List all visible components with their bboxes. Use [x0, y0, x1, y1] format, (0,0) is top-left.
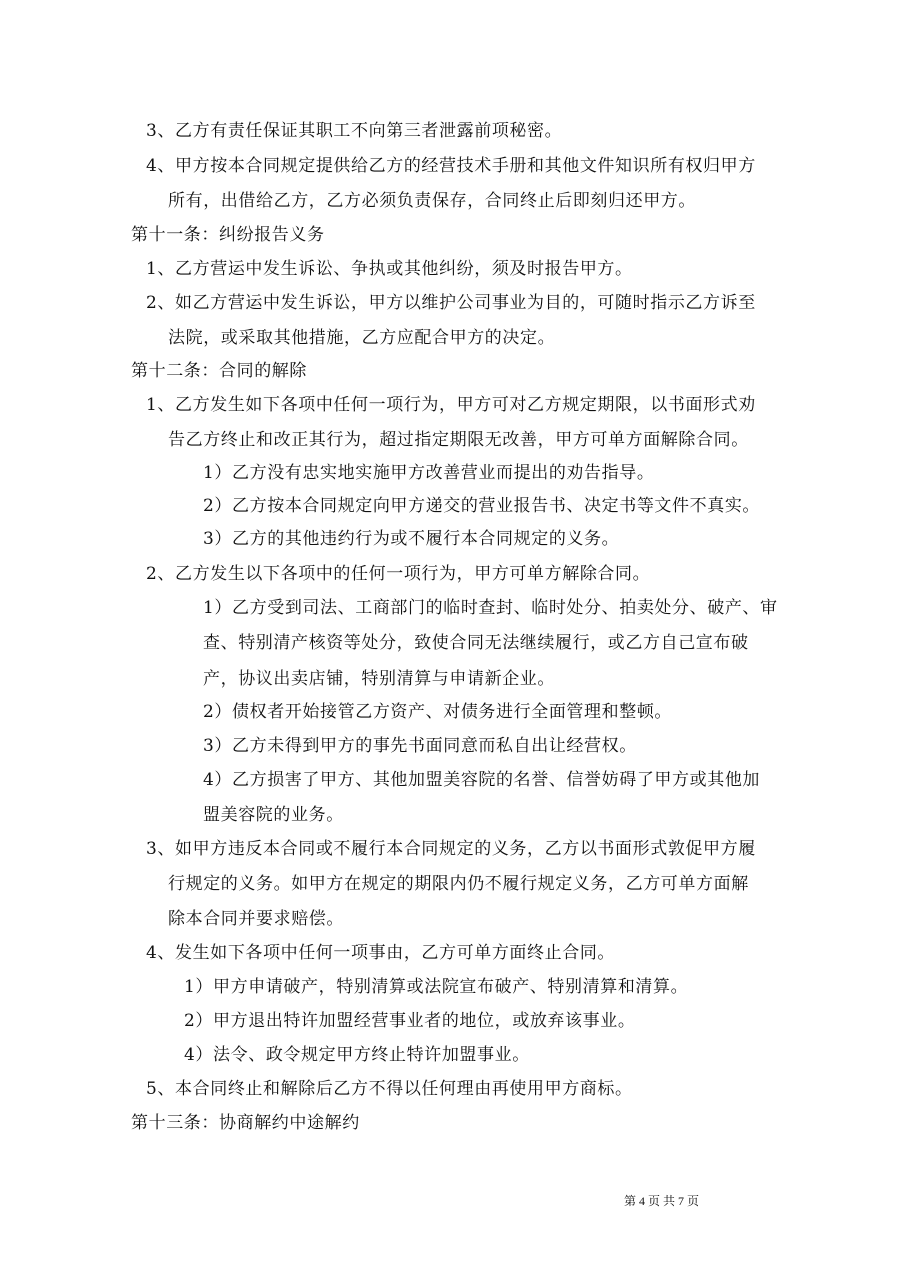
- clause-10-item-4: 4、甲方按本合同规定提供给乙方的经营技术手册和其他文件知识所有权归甲方: [146, 156, 756, 176]
- clause-11-item-1: 1、乙方营运中发生诉讼、争执或其他纠纷，须及时报告甲方。: [146, 259, 633, 279]
- clause-12-item-2-sub-3: 3）乙方未得到甲方的事先书面同意而私自出让经营权。: [203, 736, 637, 756]
- clause-12-item-1-sub-3: 3）乙方的其他违约行为或不履行本合同规定的义务。: [203, 529, 620, 549]
- clause-12-item-2-sub-1: 1）乙方受到司法、工商部门的临时查封、临时处分、拍卖处分、破产、审: [203, 598, 778, 618]
- clause-12-item-5: 5、本合同终止和解除后乙方不得以任何理由再使用甲方商标。: [146, 1079, 633, 1099]
- clause-12-item-4-sub-1: 1）甲方申请破产，特别清算或法院宣布破产、特别清算和清算。: [184, 977, 689, 997]
- clause-12-item-1-sub-2: 2）乙方按本合同规定向甲方递交的营业报告书、决定书等文件不真实。: [203, 496, 761, 516]
- clause-12-heading: 第十二条：合同的解除: [131, 361, 307, 381]
- clause-12-item-4-sub-2: 2）甲方退出特许加盟经营事业者的地位，或放弃该事业。: [184, 1011, 636, 1031]
- clause-12-item-1-sub-1: 1）乙方没有忠实地实施甲方改善营业而提出的劝告指导。: [203, 463, 655, 483]
- page-number: 第 4 页 共 7 页: [624, 1194, 700, 1208]
- clause-10-item-3: 3、乙方有责任保证其职工不向第三者泄露前项秘密。: [146, 121, 563, 141]
- clause-12-item-2-sub-4: 4）乙方损害了甲方、其他加盟美容院的名誉、信誉妨碍了甲方或其他加: [203, 770, 761, 790]
- clause-12-item-2-sub-4-cont: 盟美容院的业务。: [203, 805, 344, 825]
- clause-13-heading: 第十三条：协商解约中途解约: [131, 1113, 360, 1133]
- clause-12-item-1: 1、乙方发生如下各项中任何一项行为，甲方可对乙方规定期限，以书面形式劝: [146, 395, 756, 415]
- clause-12-item-4-sub-4: 4）法令、政令规定甲方终止特许加盟事业。: [184, 1045, 530, 1065]
- clause-11-item-2: 2、如乙方营运中发生诉讼，甲方以维护公司事业为目的，可随时指示乙方诉至: [146, 293, 756, 313]
- clause-11-heading: 第十一条：纠纷报告义务: [131, 225, 325, 245]
- clause-12-item-1-cont: 告乙方终止和改正其行为，超过指定期限无改善，甲方可单方面解除合同。: [168, 430, 749, 450]
- clause-12-item-2-sub-1-cont: 产，协议出卖店铺，特别清算与申请新企业。: [203, 669, 555, 689]
- clause-12-item-2-sub-2: 2）债权者开始接管乙方资产、对债务进行全面管理和整顿。: [203, 702, 673, 722]
- clause-12-item-3-cont: 行规定的义务。如甲方在规定的期限内仍不履行规定义务，乙方可单方面解: [168, 874, 749, 894]
- clause-11-item-2-cont: 法院，或采取其他措施，乙方应配合甲方的决定。: [168, 328, 556, 348]
- clause-12-item-2-sub-1-cont: 查、特别清产核资等处分，致使合同无法继续履行，或乙方自己宣布破: [203, 633, 749, 653]
- clause-12-item-4: 4、发生如下各项中任何一项事由，乙方可单方面终止合同。: [146, 943, 616, 963]
- clause-10-item-4-cont: 所有，出借给乙方，乙方必须负责保存，合同终止后即刻归还甲方。: [168, 191, 696, 211]
- clause-12-item-3-cont: 除本合同并要求赔偿。: [168, 909, 344, 929]
- clause-12-item-3: 3、如甲方违反本合同或不履行本合同规定的义务，乙方以书面形式敦促甲方履: [146, 839, 756, 859]
- clause-12-item-2: 2、乙方发生以下各项中的任何一项行为，甲方可单方解除合同。: [146, 564, 651, 584]
